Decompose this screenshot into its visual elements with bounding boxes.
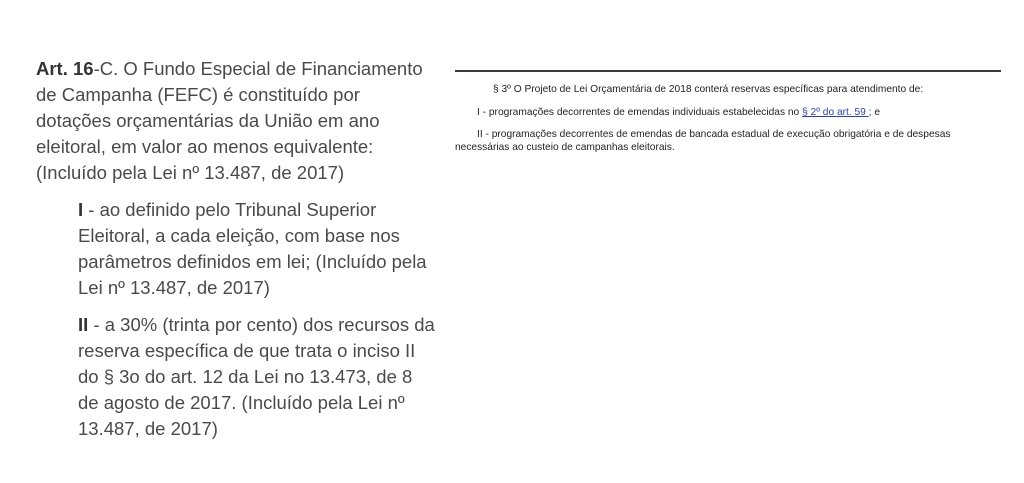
inciso-i-suffix: ; e	[868, 106, 880, 118]
left-document-column	[36, 56, 436, 453]
item-i-text: - ao definido pelo Tribunal Superior Eleitoral, a cada eleição, com base nos parâmetros definidos em lei; (Incluído pela Lei nº 13.487, de 2017)	[78, 199, 427, 298]
item-ii-number: II	[78, 314, 89, 335]
item-i-number: I	[78, 199, 84, 220]
inciso-ii: II - programações decorrentes de emendas de bancada estadual de execução obrigatória e de despesas necessárias ao custeio de campanhas eleitorais.	[455, 129, 951, 153]
item-ii	[78, 312, 436, 442]
item-i	[78, 197, 436, 301]
right-document-excerpt	[455, 70, 1001, 164]
article-label: Art. 16	[36, 58, 94, 79]
item-ii-text: - a 30% (trinta por cento) dos recursos da reserva específica de que trata o inciso II do § 3o do art. 12 da Lei no 13.473, de 8 de agosto de 2017. (Incluído pela Lei nº 13.487, de 2017)	[78, 314, 435, 439]
art-59-link[interactable]: § 2º do art. 59	[802, 106, 869, 118]
inciso-i	[455, 107, 1001, 120]
article-text: -C. O Fundo Especial de Financiamento de Campanha (FEFC) é constituído por dotações orçamentárias da União em ano eleitoral, em valor ao menos equivalente: (Incluído pela Lei nº 13.487, de 2017)	[36, 58, 423, 183]
article-16c	[36, 56, 436, 186]
paragraph-3: § 3º O Projeto de Lei Orçamentária de 2018 conterá reservas específicas para atendimento de:	[493, 84, 924, 95]
top-rule-divider	[455, 70, 1001, 72]
inciso-i-text: I - programações decorrentes de emendas individuais estabelecidas no	[477, 106, 803, 118]
